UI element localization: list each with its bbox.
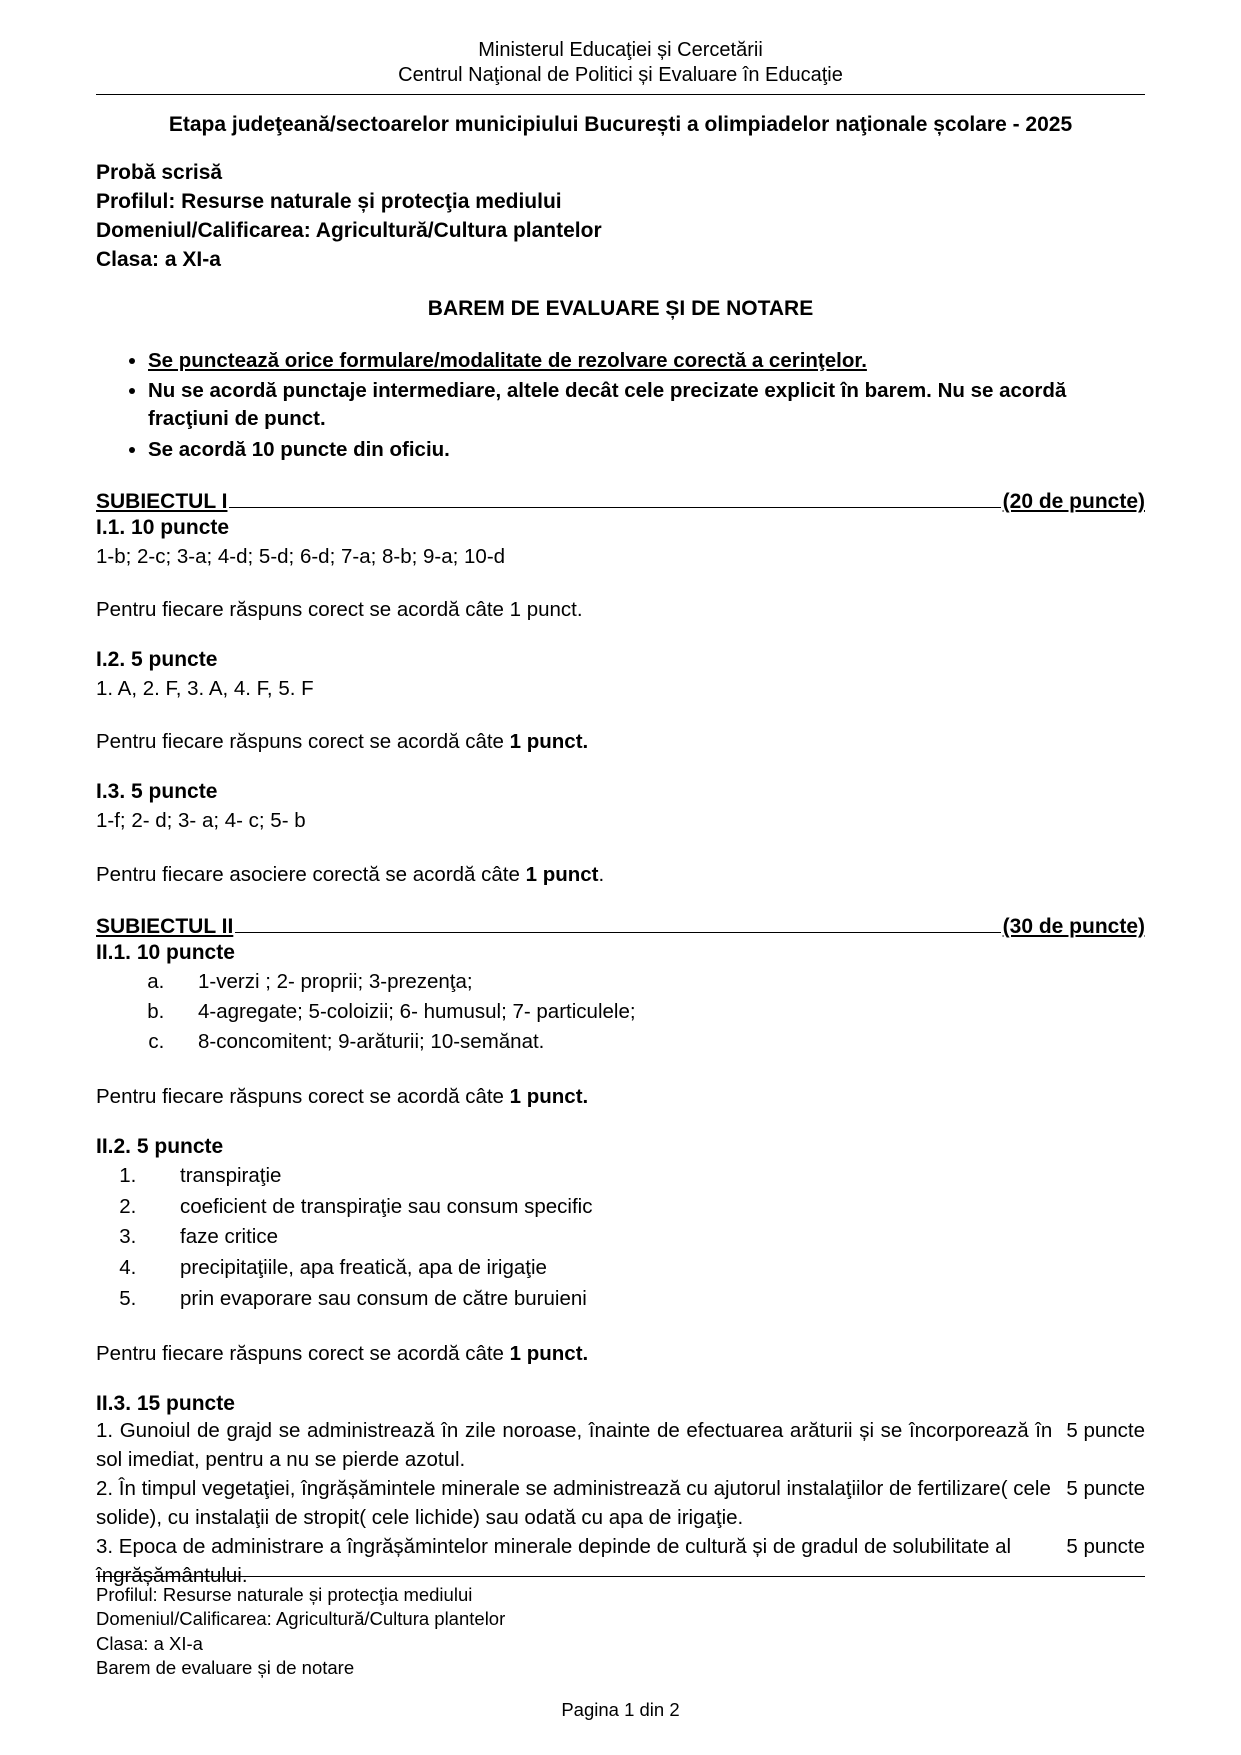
rule-text: Nu se acordă punctaje intermediare, altele decât cele precizate explicit în barem. Nu se acordă fracţiuni de punct. [148,379,1067,431]
item-I1-heading [96,516,1145,540]
item-II3-points: . 15 puncte [125,1391,235,1415]
list-item: 3. faze critice [142,1222,1145,1253]
subject-1-label: SUBIECTUL I [96,490,228,513]
exam-meta [96,159,1145,275]
item-I1-answers: 1-b; 2-c; 3-a; 4-d; 5-d; 6-d; 7-a; 8-b; 9-a; 10-d [96,545,506,568]
list-item: c. 8-concomitent; 9-arăturii; 10-semănat. [170,1027,1145,1057]
rule-item [148,347,1145,375]
item-II2-heading: II.2. 5 puncte [96,1134,224,1158]
item-I2-heading [96,648,1145,672]
list-item: 1. transpiraţie [142,1161,1145,1192]
subject-2-heading [96,915,1145,939]
footer-profil: Profilul: Resurse naturale și protecţia mediului [96,1583,473,1605]
meta-domeniu: Domeniul/Calificarea: Agricultură/Cultura plantelor [96,218,602,242]
footer-domeniu: Domeniul/Calificarea: Agricultură/Cultura plantelor [96,1608,506,1630]
item-I2-answers: 1. A, 2. F, 3. A, 4. F, 5. F [96,677,314,701]
list-item: a. 1-verzi ; 2- proprii; 3-prezenţa; [170,967,1145,997]
item-I3-answers: 1-f; 2- d; 3- a; 4- c; 5- b [96,809,306,833]
rule-text: Se punctează orice formulare/modalitate de rezolvare corectă a cerinţelor. [148,348,867,372]
footer-barem: Barem de evaluare și de notare [96,1657,355,1679]
list-item: b. 4-agregate; 5-coloizii; 6- humusul; 7- particulele; [170,997,1145,1027]
item-II3-paragraph [96,1416,1145,1474]
item-I1-points: . 10 puncte [119,516,230,539]
item-I3-points: . 5 puncte [119,780,218,804]
page-title: Etapa judeţeană/sectoarelor municipiului București a olimpiadelor naţionale școlare - 2025 [168,113,1073,136]
barem-title: BAREM DE EVALUARE ȘI DE NOTARE [427,296,814,320]
list-item: 5. prin evaporare sau consum de către buruieni [142,1284,1145,1315]
meta-clasa: Clasa: a XI-a [96,247,221,271]
item-II2-note-emph: 1 punct. [509,1341,589,1365]
item-II3-paragraph-points: 5 puncte [1066,1535,1145,1559]
item-I3-note-emph: 1 punct [525,862,599,886]
item-I3-heading [96,780,1145,804]
item-I3-number: I.3 [96,780,120,804]
rule-item [148,436,1145,464]
list-item: 4. precipitaţiile, apa freatică, apa de irigaţie [142,1253,1145,1284]
subject-1-points: (20 de puncte) [1002,490,1145,513]
meta-profil: Profilul: Resurse naturale și protecţia mediului [96,189,562,213]
item-II2-note [96,1339,1145,1368]
rule-item [148,377,1145,434]
item-II3-paragraph-text: 1. Gunoiul de grajd se administrează în zile noroase, înainte de efectuarea arăturii și se încorporează în sol imediat, pentru a nu se pierde azotul. [96,1418,1053,1471]
item-I2-note-emph: 1 punct. [509,730,589,754]
grading-rules-list [96,347,1145,464]
subject-1-rule [229,507,1000,508]
subject-2-rule [235,932,1000,933]
subject-2-points: (30 de puncte) [1002,914,1145,938]
item-II3-paragraph-text: 3. Epoca de administrare a îngrășămintelor minerale depinde de cultură și de gradul de solubilitate al îngrășământului. [96,1535,1012,1588]
item-I2-note-text: Pentru fiecare răspuns corect se acordă câte [96,730,510,754]
item-I1-number: I.1 [96,516,120,539]
item-I1-note-text: Pentru fiecare răspuns corect se acordă câte 1 punct. [96,598,583,622]
page-number: Pagina 1 din 2 [561,1699,680,1720]
item-I2-points: 5 puncte [125,648,218,672]
item-II3-paragraph-points: 5 puncte [1066,1418,1145,1442]
header-divider [96,94,1145,95]
item-II3-paragraph [96,1474,1145,1532]
item-II3-paragraph-points: 5 puncte [1066,1476,1145,1500]
item-II1-list [96,967,1145,1058]
document-footer [96,1576,1145,1721]
item-II1-note-text: Pentru fiecare răspuns corect se acordă câte [96,1084,510,1108]
list-item: 2. coeficient de transpiraţie sau consum specific [142,1192,1145,1223]
item-II1-heading: II.1. 10 puncte [96,940,235,964]
subject-1-heading [96,490,1145,514]
item-II1-note-emph: 1 punct. [509,1084,589,1108]
footer-clasa: Clasa: a XI-a [96,1632,203,1654]
item-I3-note-tail: . [598,862,605,886]
item-II1-note [96,1082,1145,1111]
item-II3-paragraph-text: 2. În timpul vegetaţiei, îngrășămintele minerale se administrează cu ajutorul instalaţiilor de fertilizare( cele solide), cu instalaţii de stropit( cele lichide) sau odată cu apa de irigaţie. [96,1476,1051,1529]
rule-text: Se acordă 10 puncte din oficiu. [148,437,450,461]
header-center-line: Centrul Naţional de Politici și Evaluare în Educaţie [398,64,843,86]
item-I2-number: I.2. [96,648,126,672]
document-header [96,38,1145,88]
meta-proba: Probă scrisă [96,161,223,184]
item-I3-note-text: Pentru fiecare asociere corectă se acordă câte [96,862,526,886]
item-I3-note [96,860,1145,889]
subject-2-label: SUBIECTUL II [96,914,234,938]
item-I2-note [96,727,1145,756]
item-II2-note-text: Pentru fiecare răspuns corect se acordă câte [96,1341,510,1365]
footer-text [96,1583,1145,1681]
item-II2-list [96,1161,1145,1315]
item-II3-heading [96,1392,1145,1416]
item-I1-note [96,595,1145,624]
header-ministry-line: Ministerul Educaţiei și Cercetării [478,39,763,61]
item-II3-number: II.3 [96,1391,126,1415]
footer-divider [96,1576,1145,1577]
